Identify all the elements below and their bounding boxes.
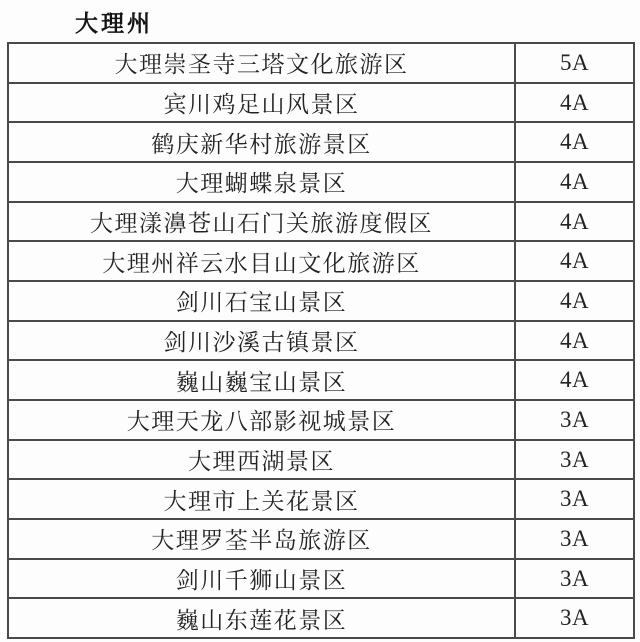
scenic-area-name-cell: 大理天龙八部影视城景区 [9,401,516,439]
rating-grade-cell: 4A [559,287,590,313]
scenic-area-name-cell: 宾川鸡足山风景区 [9,84,516,122]
table-row [9,163,633,203]
table-row [9,242,633,282]
scenic-area-name-cell: 大理市上关花景区 [9,480,516,518]
scenic-area-name-cell: 巍山巍宝山景区 [9,361,516,399]
table-row [9,203,633,243]
table-row [9,282,633,322]
page-title: 大理州 [75,11,153,36]
scenic-area-name-cell: 剑川千狮山景区 [9,560,516,598]
scenic-area-rating-table [7,42,635,639]
scenic-area-name-cell: 大理漾濞苍山石门关旅游度假区 [9,203,516,241]
rating-grade-cell: 4A [559,208,590,234]
rating-grade-cell: 4A [559,367,590,393]
table-row [9,599,633,637]
scenic-area-name-cell: 鹤庆新华村旅游景区 [9,123,516,161]
scenic-area-name-cell: 大理蝴蝶泉景区 [9,163,516,201]
rating-grade-cell: 3A [559,406,590,432]
table-row [9,441,633,481]
scenic-area-name-cell: 大理州祥云水目山文化旅游区 [9,242,516,280]
rating-grade-cell: 3A [559,525,590,551]
table-row [9,361,633,401]
table-row [9,44,633,84]
table-row [9,123,633,163]
table-row [9,401,633,441]
rating-grade-cell: 5A [559,49,590,75]
scenic-area-name-cell: 大理西湖景区 [9,441,516,479]
rating-grade-cell: 3A [559,605,590,631]
rating-grade-cell: 4A [559,168,590,194]
rating-grade-cell: 3A [559,446,590,472]
rating-grade-cell: 3A [559,565,590,591]
scenic-area-name-cell: 剑川石宝山景区 [9,282,516,320]
scenic-area-name-cell: 巍山东莲花景区 [9,599,516,637]
rating-grade-cell: 4A [559,89,590,115]
table-row [9,322,633,362]
rating-grade-cell: 4A [559,248,590,274]
table-row [9,84,633,124]
table-row [9,560,633,600]
table-row [9,520,633,560]
rating-grade-cell: 4A [559,327,590,353]
rating-grade-cell: 3A [559,486,590,512]
scenic-area-name-cell: 剑川沙溪古镇景区 [9,322,516,360]
table-row [9,480,633,520]
rating-grade-cell: 4A [559,129,590,155]
scenic-area-name-cell: 大理罗荃半岛旅游区 [9,520,516,558]
scenic-area-name-cell: 大理崇圣寺三塔文化旅游区 [9,44,516,82]
